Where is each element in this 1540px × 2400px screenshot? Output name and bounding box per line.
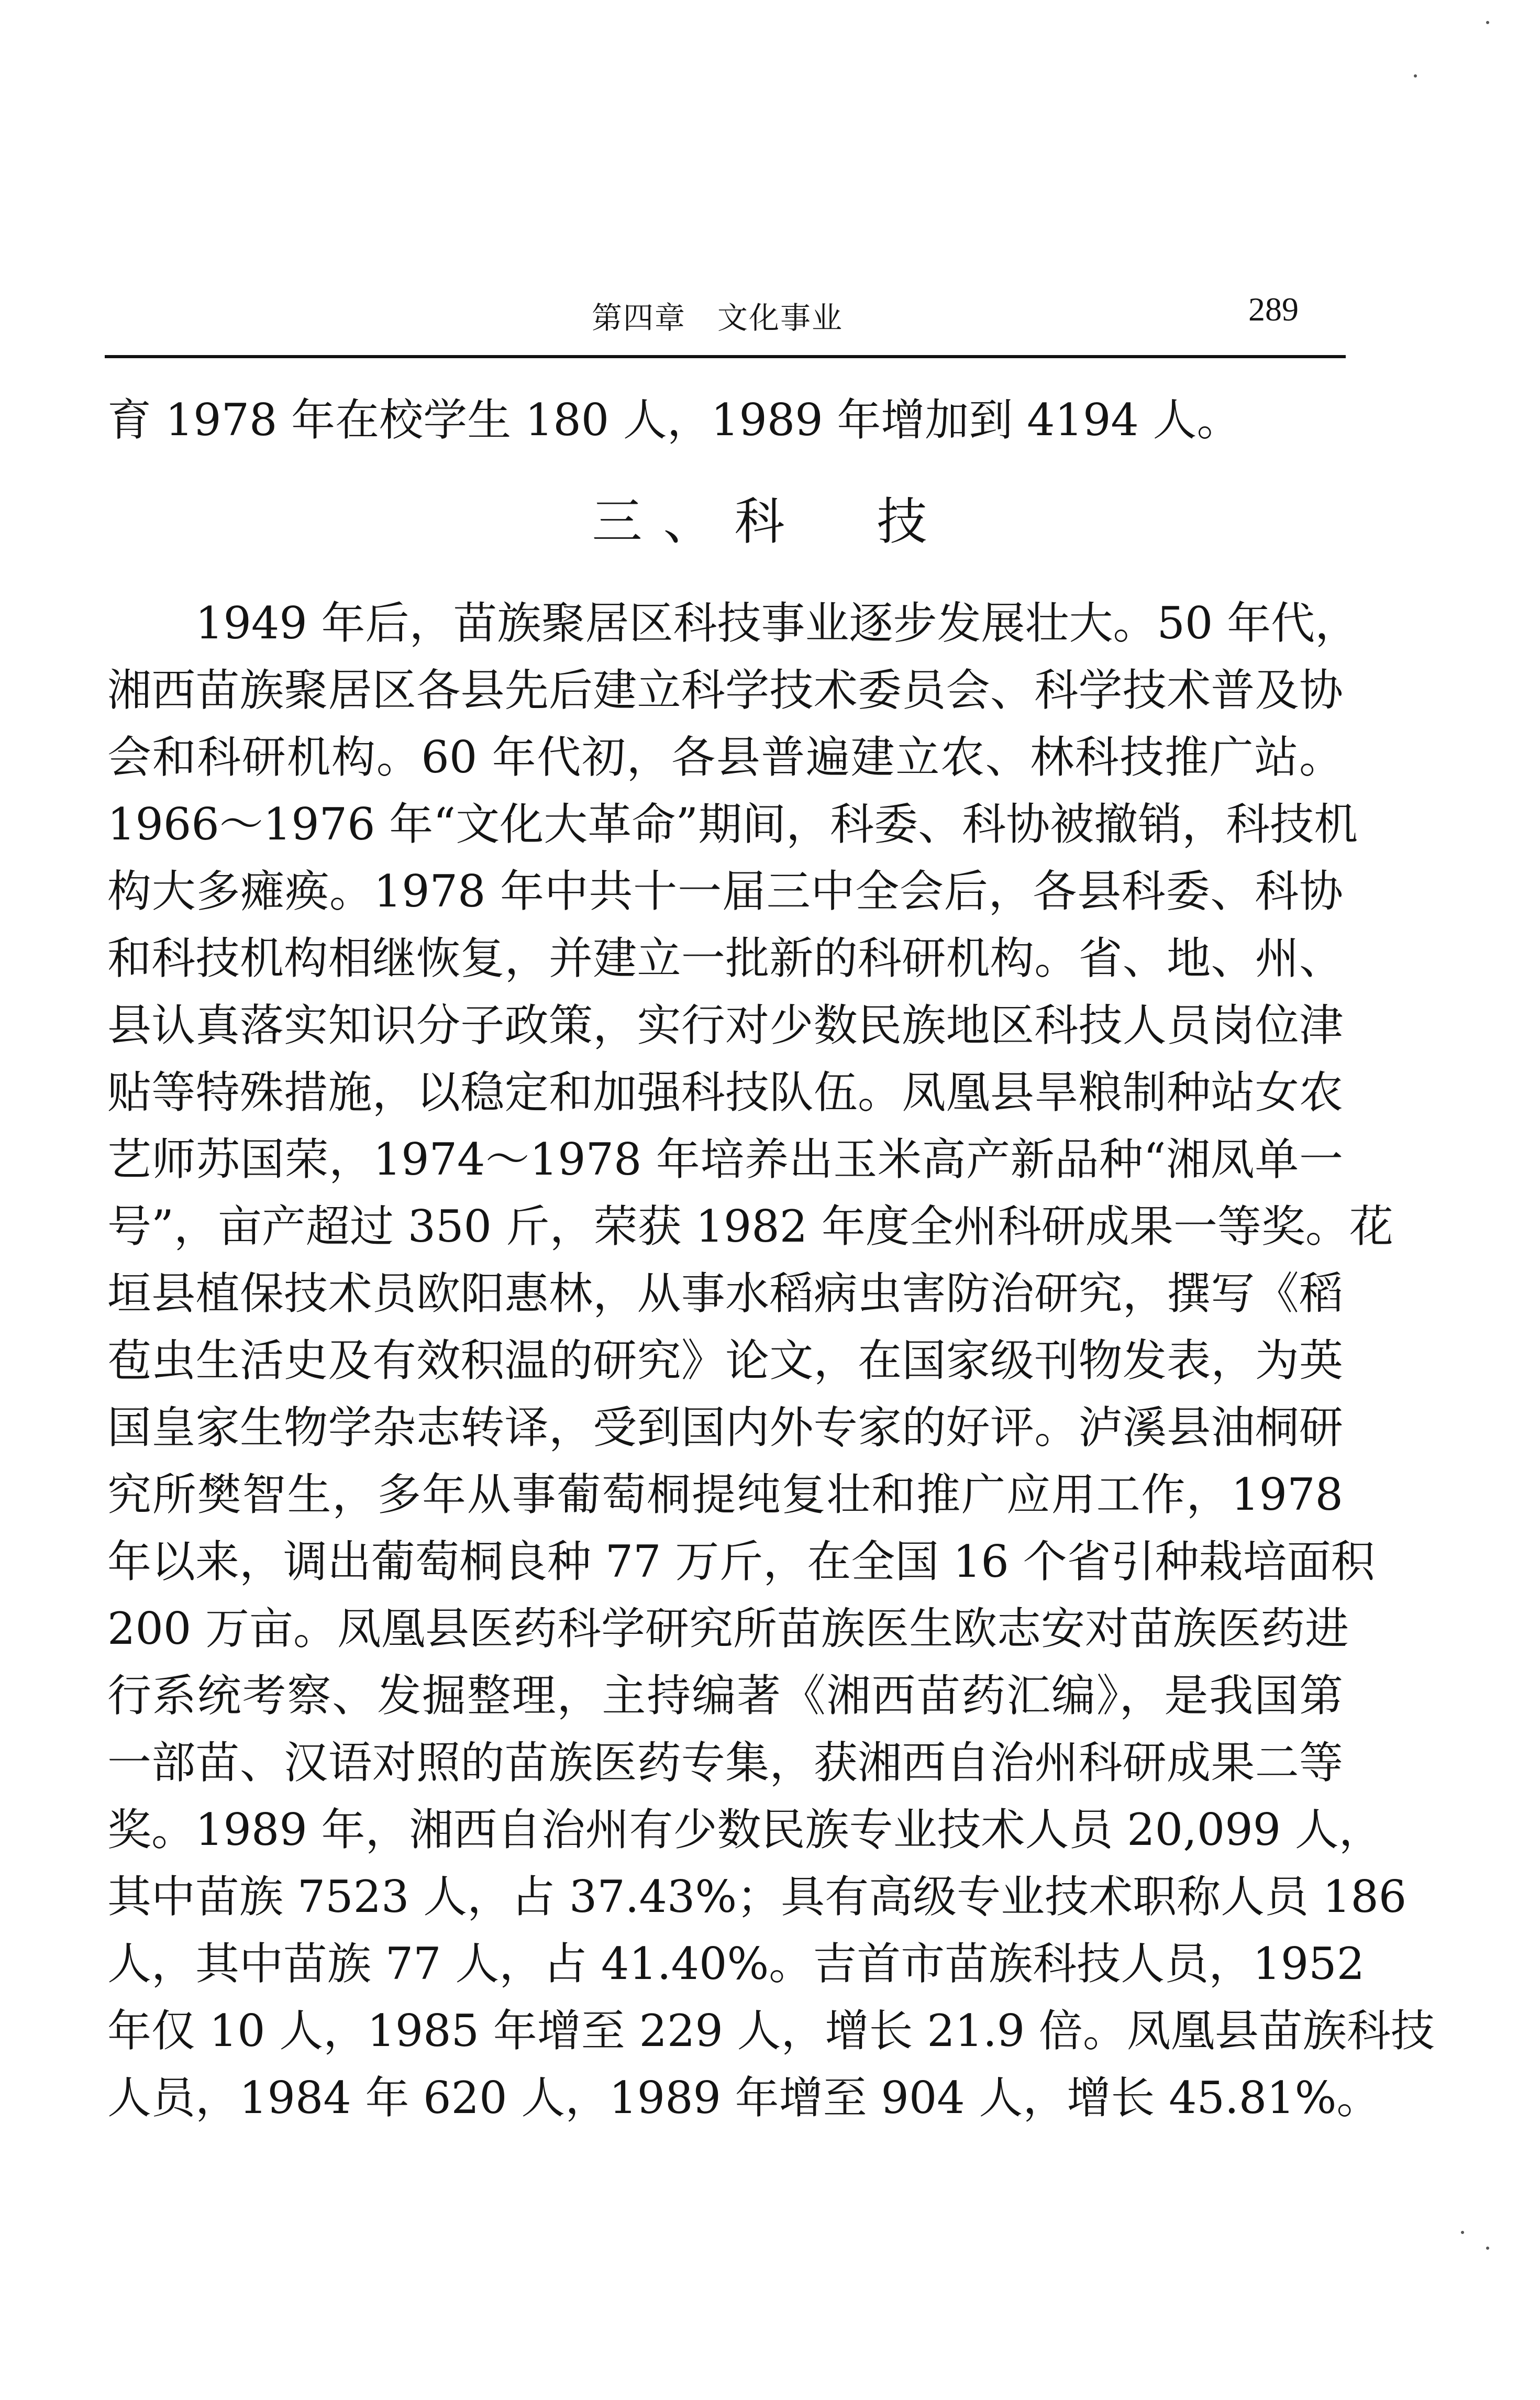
text-line: 一部苗、汉语对照的苗族医药专集，获湘西自治州科研成果二等: [107, 1737, 1343, 1788]
chapter-title: 第四章 文化事业: [592, 300, 844, 336]
carryover-paragraph: [107, 386, 1343, 454]
text-line: 1966～1976 年“文化大革命”期间，科委、科协被撤销，科技机: [107, 799, 1358, 850]
page-number: 289: [1248, 291, 1299, 328]
scan-speck: [1486, 21, 1489, 24]
text-line: 1949 年后，苗族聚居区科技事业逐步发展壮大。50 年代，: [107, 598, 1359, 649]
running-header: [105, 283, 1346, 356]
text-line: 构大多瘫痪。1978 年中共十一届三中全会后，各县科委、科协: [107, 866, 1343, 917]
text-line: 行系统考察、发掘整理，主持编著《湘西苗药汇编》，是我国第: [107, 1670, 1343, 1721]
text-line: 苞虫生活史及有效积温的研究》论文，在国家级刊物发表，为英: [107, 1335, 1343, 1386]
text-line: 国皇家生物学杂志转译，受到国内外专家的好评。泸溪县油桐研: [107, 1402, 1343, 1453]
text-line: 艺师苏国荣，1974～1978 年培养出玉米高产新品种“湘凤单一: [107, 1134, 1343, 1185]
scan-speck: [1461, 2231, 1464, 2234]
scan-speck: [1414, 74, 1417, 78]
text-line: 人，其中苗族 77 人，占 41.40%。吉首市苗族科技人员，1952: [107, 1938, 1365, 1989]
text-line: 人员，1984 年 620 人，1989 年增至 904 人，增长 45.81%。: [107, 2072, 1381, 2123]
text-line: 和科技机构相继恢复，并建立一批新的科研机构。省、地、州、: [107, 933, 1343, 984]
text-line: 年仅 10 人，1985 年增至 229 人，增长 21.9 倍。凤凰县苗族科技: [107, 2005, 1435, 2056]
text-line: 200 万亩。凤凰县医药科学研究所苗族医生欧志安对苗族医药进: [107, 1603, 1349, 1654]
text-line: 县认真落实知识分子政策，实行对少数民族地区科技人员岗位津: [107, 1000, 1343, 1051]
text-line: 年以来，调出葡萄桐良种 77 万斤，在全国 16 个省引种栽培面积: [107, 1536, 1375, 1587]
header-rule: [105, 355, 1346, 358]
body-paragraph: [107, 590, 1435, 2131]
text-line: 贴等特殊措施，以稳定和加强科技队伍。凤凰县旱粮制种站女农: [107, 1067, 1343, 1118]
text-line: 究所樊智生，多年从事葡萄桐提纯复壮和推广应用工作，1978: [107, 1469, 1343, 1520]
text-line: 号”，亩产超过 350 斤，荣获 1982 年度全州科研成果一等奖。花: [107, 1201, 1393, 1252]
scan-speck: [1486, 2247, 1489, 2250]
section-heading: 三、科 技: [592, 492, 948, 551]
text-line: 奖。1989 年，湘西自治州有少数民族专业技术人员 20,099 人，: [107, 1804, 1383, 1855]
text-line: 育 1978 年在校学生 180 人，1989 年增加到 4194 人。: [107, 394, 1241, 446]
text-line: 其中苗族 7523 人，占 37.43%；具有高级专业技术职称人员 186: [107, 1871, 1407, 1922]
text-line: 垣县植保技术员欧阳惠林，从事水稻病虫害防治研究，撰写《稻: [107, 1268, 1343, 1319]
text-line: 湘西苗族聚居区各县先后建立科学技术委员会、科学技术普及协: [107, 665, 1343, 716]
text-line: 会和科研机构。60 年代初，各县普遍建立农、林科技推广站。: [107, 732, 1343, 783]
